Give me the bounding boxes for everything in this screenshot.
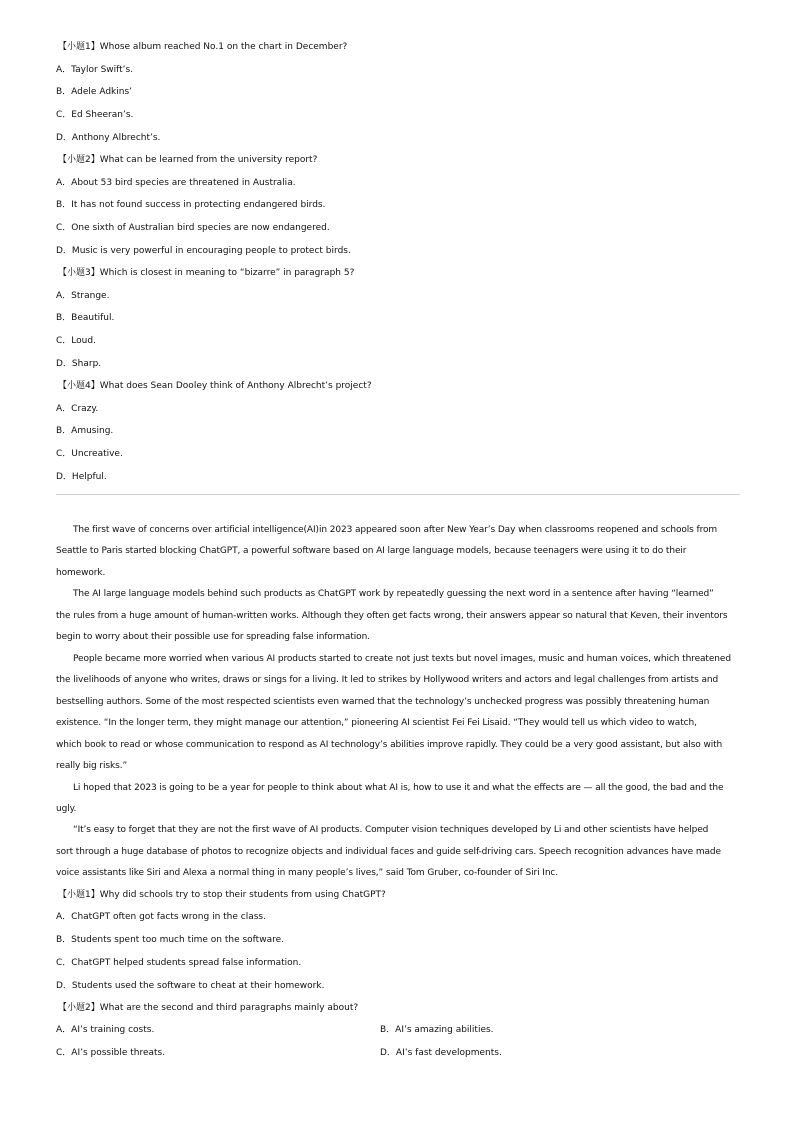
option-c: C．AI’s possible threats. bbox=[56, 1048, 166, 1058]
section-divider bbox=[56, 494, 740, 495]
passage-line: bestselling authors. Some of the most respected scientists even warned that the technology’s unchecked progress was possibly threatening human bbox=[56, 697, 710, 707]
option-a: A．AI’s training costs. bbox=[56, 1025, 155, 1035]
question-stem: 【小题3】Which is closest in meaning to “bizarre” in paragraph 5? bbox=[58, 268, 355, 278]
option-c: C．ChatGPT helped students spread false information. bbox=[56, 958, 302, 968]
option-a: A．Taylor Swift’s. bbox=[56, 65, 134, 75]
option-b: B．Amusing. bbox=[56, 426, 114, 436]
question-stem: 【小题4】What does Sean Dooley think of Anthony Albrecht’s project? bbox=[58, 381, 372, 391]
option-b: B．It has not found success in protecting endangered birds. bbox=[56, 200, 326, 210]
passage-line: ugly. bbox=[56, 804, 77, 814]
passage-line: the livelihoods of anyone who writes, draws or sings for a living. It led to strikes by Hollywood writers and actors and legal challenges from artists and bbox=[56, 675, 719, 685]
option-a: A．Strange. bbox=[56, 291, 110, 301]
option-a: A．ChatGPT often got facts wrong in the class. bbox=[56, 912, 266, 922]
passage-line: The AI large language models behind such products as ChatGPT work by repeatedly guessing the next word in a sentence after having “learned” bbox=[73, 589, 714, 599]
passage-line: homework. bbox=[56, 568, 106, 578]
option-b: B．Students spent too much time on the software. bbox=[56, 935, 284, 945]
option-d: D．Music is very powerful in encouraging people to protect birds. bbox=[56, 246, 351, 256]
passage-line: existence. “In the longer term, they might manage our attention,” pioneering AI scientist Fei Fei Lisaid. “They would tell us which video to watch, bbox=[56, 718, 697, 728]
option-b: B．Beautiful. bbox=[56, 313, 115, 323]
option-d: D．Helpful. bbox=[56, 472, 107, 482]
option-a: A．About 53 bird species are threatened in Australia. bbox=[56, 178, 296, 188]
passage-line: the rules from a huge amount of human-written works. Although they often get facts wrong, their answers appear so natural that Keven, their inventors bbox=[56, 611, 728, 621]
question-stem: 【小题2】What are the second and third paragraphs mainly about? bbox=[58, 1003, 359, 1013]
passage-line: Seattle to Paris started blocking ChatGPT, a powerful software based on AI large language models, because teenagers were using it to do their bbox=[56, 546, 687, 556]
passage-line: sort through a huge database of photos to recognize objects and individual faces and guide self-driving cars. Speech recognition advances have made bbox=[56, 847, 721, 857]
passage-line: voice assistants like Siri and Alexa a normal thing in many people’s lives,” said Tom Gruber, co-founder of Siri Inc. bbox=[56, 868, 559, 878]
option-c: C．Ed Sheeran’s. bbox=[56, 110, 134, 120]
passage-line: begin to worry about their possible use for spreading false information. bbox=[56, 632, 370, 642]
question-stem: 【小题1】Whose album reached No.1 on the chart in December? bbox=[58, 42, 348, 52]
option-a: A．Crazy. bbox=[56, 404, 99, 414]
passage-line: really big risks.” bbox=[56, 761, 128, 771]
option-c: C．Uncreative. bbox=[56, 449, 123, 459]
question-stem: 【小题1】Why did schools try to stop their students from using ChatGPT? bbox=[58, 890, 386, 900]
passage-line: The first wave of concerns over artificial intelligence(AI)in 2023 appeared soon after New Year’s Day when classrooms reopened and schools from bbox=[73, 525, 718, 535]
passage-line: “It’s easy to forget that they are not the first wave of AI products. Computer vision techniques developed by Li and other scientists have helped bbox=[73, 825, 709, 835]
passage-line: which book to read or whose communication to respond as AI technology’s abilities improve rapidly. They could be a very good assistant, but also with bbox=[56, 740, 723, 750]
option-d: D．Students used the software to cheat at their homework. bbox=[56, 981, 325, 991]
option-d: D．Sharp. bbox=[56, 359, 102, 369]
passage-line: Li hoped that 2023 is going to be a year for people to think about what AI is, how to use it and what the effects are — all the good, the bad and the bbox=[73, 783, 724, 793]
option-b: B．Adele Adkins’ bbox=[56, 87, 132, 97]
option-c: C．Loud. bbox=[56, 336, 96, 346]
option-c: C．One sixth of Australian bird species are now endangered. bbox=[56, 223, 330, 233]
option-d: D．AI’s fast developments. bbox=[380, 1048, 502, 1058]
passage-line: People became more worried when various AI products started to create not just texts but novel images, music and human voices, which threatened bbox=[73, 654, 731, 664]
question-stem: 【小题2】What can be learned from the university report? bbox=[58, 155, 318, 165]
option-d: D．Anthony Albrecht’s. bbox=[56, 133, 161, 143]
option-b: B．AI’s amazing abilities. bbox=[380, 1025, 494, 1035]
